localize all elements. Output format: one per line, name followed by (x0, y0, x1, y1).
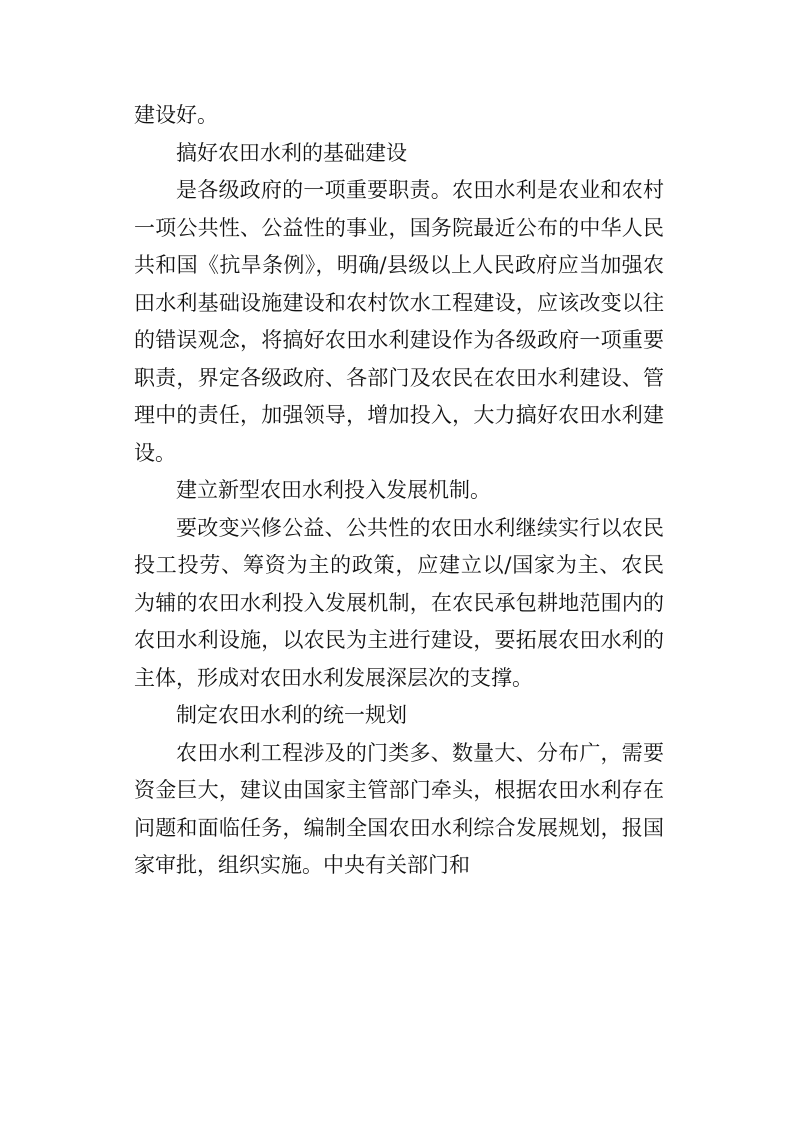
paragraph-government-responsibility: 是各级政府的一项重要职责。农田水利是农业和农村一项公共性、公益性的事业，国务院最近公布的中华人民共和国《抗旱条例》，明确/县级以上人民政府应当加强农田水利基础设施建设和农村饮水工程建设，应该改变以往的错误观念，将搞好农田水利建设作为各级政府一项重要职责，界定各级政府、各部门及农民在农田水利建设、管理中的责任，加强领导，增加投入，大力搞好农田水利建设。 (134, 178, 664, 465)
section-heading-farmland-infrastructure: 搞好农田水利的基础建设 (176, 140, 407, 165)
paragraph-investment-mechanism: 要改变兴修公益、公共性的农田水利继续实行以农民投工投劳、筹资为主的政策，应建立以/国家为主、农民为辅的农田水利投入发展机制，在农民承包耕地范围内的农田水利设施，以农民为主进行建设，要拓展农田水利的主体，形成对农田水利发展深层次的支撑。 (134, 515, 664, 690)
paragraph-continuation: 建设好。 (134, 103, 218, 127)
paragraph-unified-planning: 农田水利工程涉及的门类多、数量大、分布广，需要资金巨大，建议由国家主管部门牵头，根据农田水利存在问题和面临任务，编制全国农田水利综合发展规划，报国家审批，组织实施。中央有关部门和 (134, 740, 664, 877)
section-heading-investment-mechanism: 建立新型农田水利投入发展机制。 (176, 478, 491, 502)
section-heading-unified-planning: 制定农田水利的统一规划 (176, 703, 407, 727)
document-body (134, 97, 664, 885)
